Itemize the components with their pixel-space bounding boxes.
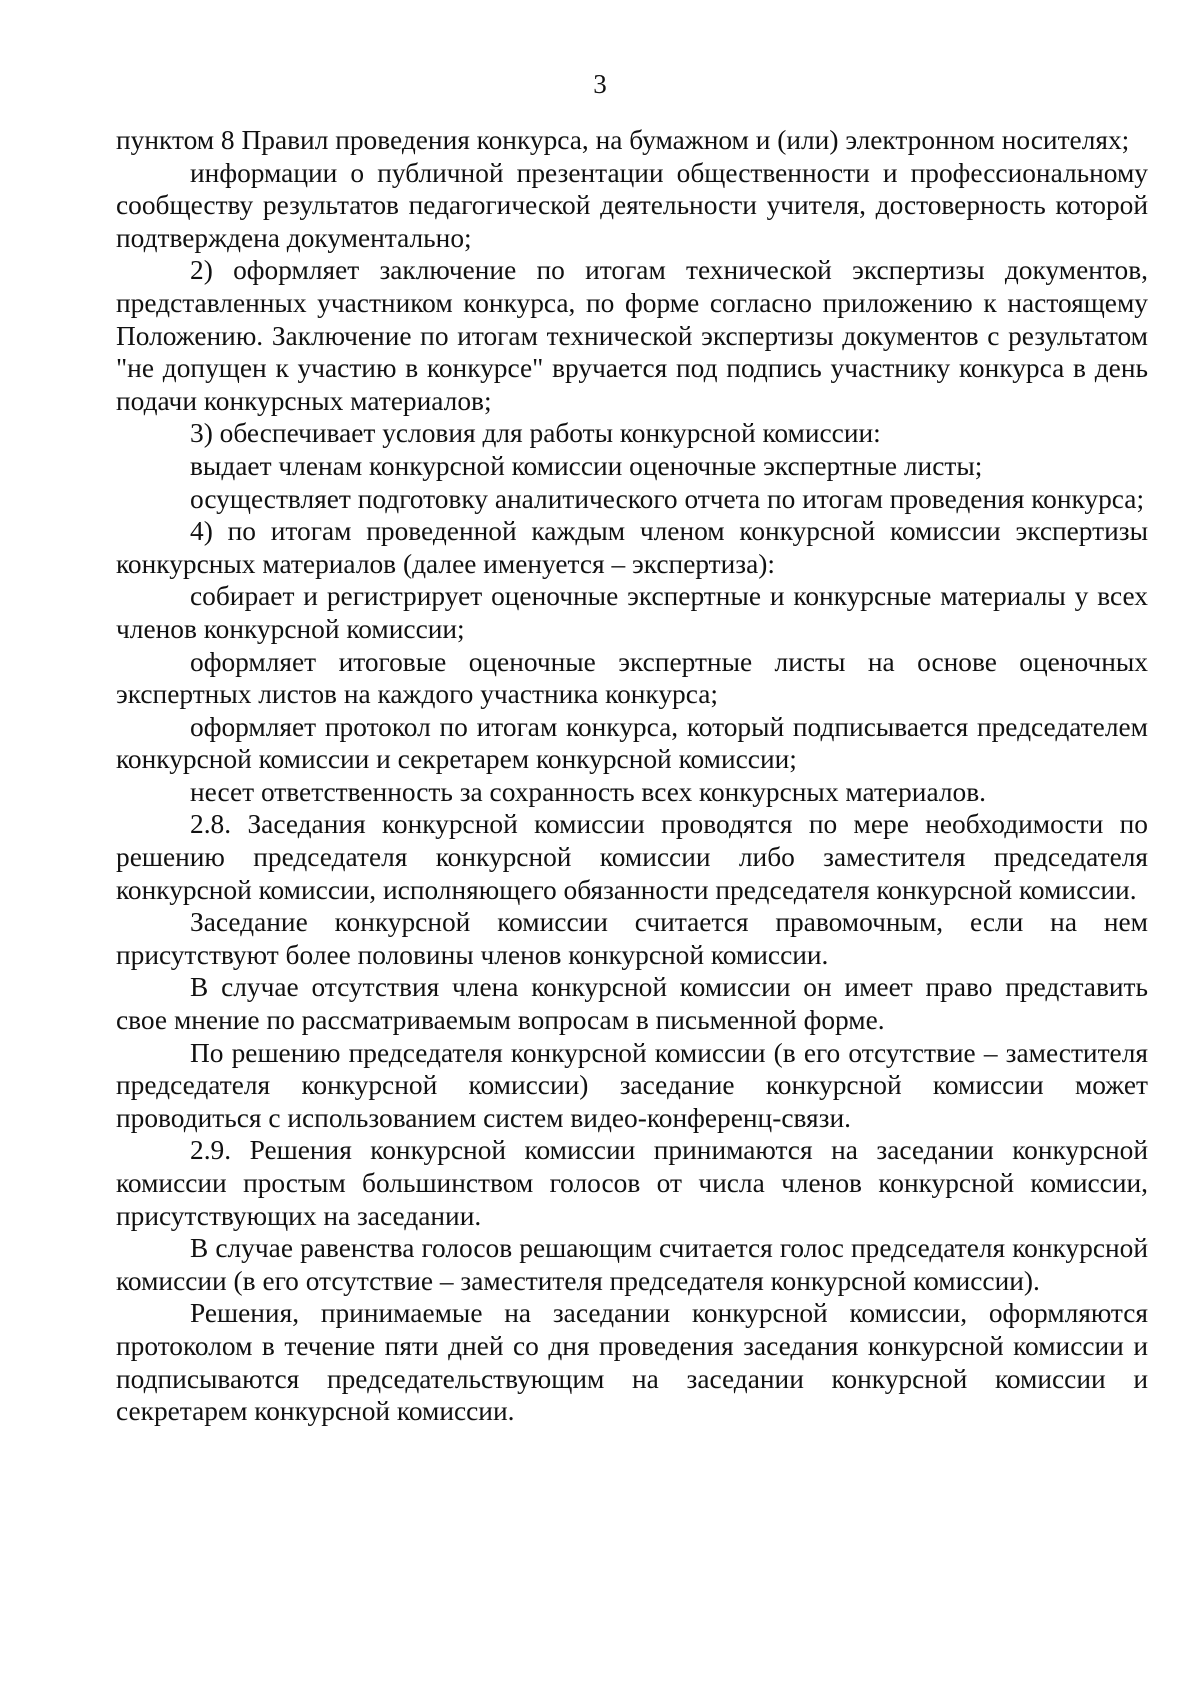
paragraph: Заседание конкурсной комиссии считается правомочным, если на нем присутствуют более половины членов конкурсной комиссии. [116,907,1148,970]
paragraph-item-4: 4) по итогам проведенной каждым членом конкурсной комиссии экспертизы конкурсных материалов (далее именуется – экспертиза): [116,516,1148,579]
paragraph: оформляет итоговые оценочные экспертные листы на основе оценочных экспертных листов на каждого участника конкурса; [116,646,1148,710]
document-body [116,124,1148,1428]
paragraph: несет ответственность за сохранность всех конкурсных материалов. [190,776,986,807]
paragraph: осуществляет подготовку аналитического отчета по итогам проведения конкурса; [190,483,1145,514]
paragraph-section-2-9: 2.9. Решения конкурсной комиссии принимаются на заседании конкурсной комиссии простым большинством голосов от числа членов конкурсной комиссии, присутствующих на заседании. [116,1135,1148,1231]
paragraph: собирает и регистрирует оценочные экспертные и конкурсные материалы у всех членов конкурсной комиссии; [116,581,1148,644]
page-number: 3 [593,69,607,99]
paragraph: оформляет протокол по итогам конкурса, который подписывается председателем конкурсной комиссии и секретарем конкурсной комиссии; [116,711,1148,775]
paragraph: По решению председателя конкурсной комиссии (в его отсутствие – заместителя председателя конкурсной комиссии) заседание конкурсной комиссии может проводиться с использованием систем видео-конференц-связи. [116,1037,1148,1133]
paragraph-continuation: пунктом 8 Правил проведения конкурса, на бумажном и (или) электронном носителях; [116,125,1130,155]
paragraph: Решения, принимаемые на заседании конкурсной комиссии, оформляются протоколом в течение пяти дней со дня проведения заседания конкурсной комиссии и подписываются председательствующим на заседании конкурсной комиссии и секретарем конкурсной комиссии. [116,1298,1148,1427]
paragraph-item-3: 3) обеспечивает условия для работы конкурсной комиссии: [190,418,881,449]
paragraph-section-2-8: 2.8. Заседания конкурсной комиссии проводятся по мере необходимости по решению председателя конкурсной комиссии либо заместителя председателя конкурсной комиссии, исполняющего обязанности председателя конкурсной комиссии. [116,809,1148,905]
paragraph: В случае отсутствия члена конкурсной комиссии он имеет право представить свое мнение по рассматриваемым вопросам в письменной форме. [116,972,1148,1036]
paragraph-item-2: 2) оформляет заключение по итогам технической экспертизы документов, представленных участником конкурса, по форме согласно приложению к настоящему Положению. Заключение по итогам технической экспертизы документов с результатом "не допущен к участию в конкурсе" вручается под подпись участнику конкурса в день подачи конкурсных материалов; [116,255,1148,416]
paragraph: выдает членам конкурсной комиссии оценочные экспертные листы; [190,450,983,481]
paragraph: В случае равенства голосов решающим считается голос председателя конкурсной комиссии (в его отсутствие – заместителя председателя конкурсной комиссии). [116,1233,1148,1296]
paragraph: информации о публичной презентации общественности и профессиональному сообществу результатов педагогической деятельности учителя, достоверность которой подтверждена документально; [116,157,1148,253]
